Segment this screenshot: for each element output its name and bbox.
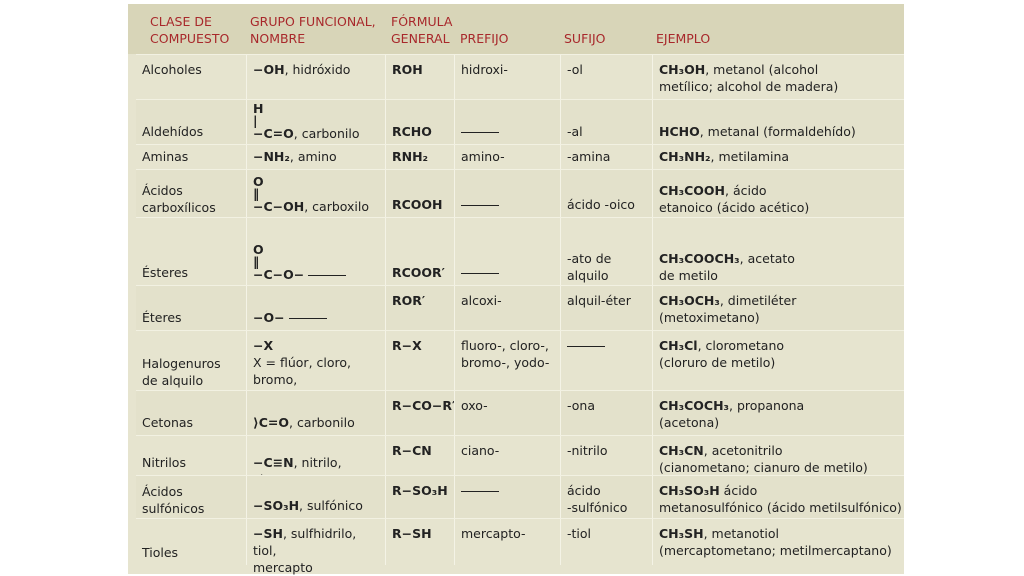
grupo-name: [289, 318, 327, 319]
cell-sufijo: [560, 145, 652, 169]
prefijo-text: [461, 397, 558, 414]
sufijo-value: -ato de alquilo: [567, 251, 612, 283]
cell-sufijo: [560, 100, 652, 144]
sufijo-text: [567, 123, 650, 140]
grupo-formula: −NH₂: [253, 149, 290, 164]
cell-ejemplo: [652, 100, 904, 144]
cell-prefijo: [454, 286, 560, 330]
cell-grupo: [246, 218, 385, 285]
grupo-name: , hidróxido: [284, 62, 351, 77]
structure-top: H |: [253, 101, 264, 128]
table-row: [136, 435, 904, 475]
cell-prefijo: [454, 436, 560, 475]
sufijo-text: [567, 148, 650, 165]
grupo-name: , nitrilo,: [293, 455, 342, 470]
grupo-formula: ⟩C=O: [253, 415, 289, 430]
cell-clase: [136, 436, 246, 475]
clase-text: [142, 454, 244, 471]
prefijo-text: [461, 264, 558, 281]
table-row: [136, 285, 904, 330]
ejemplo-formula: CH₃CN: [659, 443, 704, 458]
ejemplo-name: , metilamina: [710, 149, 790, 164]
ejemplo-text: [659, 442, 902, 476]
sufijo-value: -ol: [567, 62, 583, 77]
cell-clase: [136, 391, 246, 435]
ejemplo-name: , acetonitrilo (cianometano; cianuro de metilo): [659, 443, 868, 475]
formula-value: RCHO: [392, 124, 432, 139]
ejemplo-text: [659, 292, 902, 326]
cell-sufijo: [560, 391, 652, 435]
table-row: [136, 330, 904, 390]
cell-prefijo: [454, 100, 560, 144]
sufijo-value: -nitrilo: [567, 443, 608, 458]
grupo-formula: −OH: [253, 62, 285, 77]
sufijo-text: [567, 337, 650, 354]
grupo-text: [253, 497, 383, 514]
ejemplo-name: , clorometano (cloruro de metilo): [659, 338, 785, 370]
cell-ejemplo: [652, 145, 904, 169]
clase-label: Ésteres: [142, 265, 189, 280]
grupo-formula: −X: [253, 338, 274, 353]
prefijo-value: alcoxi-: [461, 293, 502, 308]
clase-label: Nitrilos: [142, 455, 186, 470]
cell-ejemplo: [652, 170, 904, 217]
formula-value: R−X: [392, 338, 422, 353]
prefijo-text: [461, 196, 558, 213]
cell-ejemplo: [652, 218, 904, 285]
cell-ejemplo: [652, 519, 904, 565]
prefijo-text: [461, 61, 558, 78]
ejemplo-name: , acetato de metilo: [659, 251, 795, 283]
sufijo-value: -al: [567, 124, 583, 139]
sufijo-text: [567, 61, 650, 78]
grupo-text: [253, 198, 383, 215]
prefijo-value: amino-: [461, 149, 505, 164]
formula-text: [392, 525, 452, 542]
functional-groups-table: [128, 4, 904, 574]
cell-grupo: [246, 170, 385, 217]
sufijo-text: [567, 250, 650, 284]
cell-formula: [385, 218, 454, 285]
cell-prefijo: [454, 218, 560, 285]
prefijo-value: ciano-: [461, 443, 500, 458]
cell-clase: [136, 170, 246, 217]
sufijo-value: ácido -oico: [567, 197, 635, 212]
prefijo-value: fluoro-, cloro-, bromo-, yodo-: [461, 338, 550, 370]
cell-clase: [136, 145, 246, 169]
cell-prefijo: [454, 331, 560, 390]
grupo-formula: −C=O: [253, 126, 294, 141]
grupo-text: [253, 148, 383, 165]
grupo-text: [253, 61, 383, 78]
ejemplo-text: [659, 61, 902, 95]
prefijo-value: oxo-: [461, 398, 488, 413]
ejemplo-formula: CH₃COCH₃: [659, 398, 730, 413]
cell-grupo: [246, 331, 385, 390]
clase-text: [142, 182, 244, 216]
ejemplo-name: ácido metanosulfónico (ácido metilsulfónico): [659, 483, 902, 515]
table-row: [136, 144, 904, 169]
prefijo-text: [461, 337, 558, 371]
cell-prefijo: [454, 519, 560, 565]
clase-label: Cetonas: [142, 415, 194, 430]
clase-label: Éteres: [142, 310, 182, 325]
cell-prefijo: [454, 145, 560, 169]
prefijo-text: [461, 525, 558, 542]
grupo-name: , carbonilo: [289, 415, 355, 430]
ejemplo-formula: CH₃COOCH₃: [659, 251, 740, 266]
cell-clase: [136, 331, 246, 390]
prefijo-text: [461, 292, 558, 309]
cell-formula: [385, 55, 454, 99]
prefijo-value: [461, 491, 499, 492]
sufijo-value: -amina: [567, 149, 611, 164]
ejemplo-text: [659, 482, 902, 516]
cell-sufijo: [560, 55, 652, 99]
cell-clase: [136, 286, 246, 330]
clase-label: Ácidos carboxílicos: [142, 183, 216, 215]
formula-value: RCOOR′: [392, 265, 445, 280]
formula-text: [392, 148, 452, 165]
sufijo-text: [567, 442, 650, 459]
cell-formula: [385, 436, 454, 475]
table-row: [136, 169, 904, 217]
ejemplo-text: [659, 123, 902, 140]
formula-value: RCOOH: [392, 197, 443, 212]
cell-sufijo: [560, 436, 652, 475]
formula-text: [392, 442, 452, 459]
cell-formula: [385, 476, 454, 518]
ejemplo-name: , dimetiléter (metoximetano): [659, 293, 797, 325]
ejemplo-text: [659, 182, 902, 216]
ejemplo-text: [659, 250, 902, 284]
clase-label: Tioles: [142, 545, 179, 560]
sufijo-value: alquil-éter: [567, 293, 631, 308]
clase-text: [142, 414, 244, 431]
formula-value: ROH: [392, 62, 423, 77]
cell-grupo: [246, 55, 385, 99]
sufijo-text: [567, 525, 650, 542]
header-clase: CLASE DE COMPUESTO: [150, 14, 230, 46]
clase-label: Halogenuros de alquilo: [142, 356, 221, 388]
ejemplo-name: , propanona (acetona): [659, 398, 805, 430]
grupo-name: , carboxilo: [304, 199, 370, 214]
cell-ejemplo: [652, 286, 904, 330]
table-row: [136, 475, 904, 518]
grupo-text: [253, 414, 383, 431]
clase-label: Aminas: [142, 149, 189, 164]
header-grupo: GRUPO FUNCIONAL, NOMBRE: [250, 14, 376, 46]
prefijo-value: [461, 132, 499, 133]
cell-sufijo: [560, 170, 652, 217]
grupo-text: [253, 266, 383, 283]
header-prefijo: PREFIJO: [460, 31, 509, 46]
ejemplo-formula: CH₃OH: [659, 62, 706, 77]
grupo-formula: −C−O−: [253, 267, 305, 282]
formula-text: [392, 482, 452, 499]
grupo-name: [308, 275, 346, 276]
grupo-name: , carbonilo: [293, 126, 360, 141]
sufijo-text: [567, 482, 650, 516]
header-sufijo: SUFIJO: [564, 31, 606, 46]
cell-grupo: [246, 100, 385, 144]
clase-text: [142, 61, 244, 78]
prefijo-value: hidroxi-: [461, 62, 508, 77]
formula-value: R−SO₃H: [392, 483, 448, 498]
prefijo-text: [461, 442, 558, 459]
cell-clase: [136, 100, 246, 144]
grupo-name: X = flúor, cloro, bromo,: [253, 355, 351, 387]
cell-formula: [385, 391, 454, 435]
clase-text: [142, 264, 244, 281]
grupo-formula: −C≡N: [253, 455, 294, 470]
clase-text: [142, 355, 244, 389]
cell-grupo: [246, 519, 385, 575]
formula-text: [392, 397, 456, 414]
clase-label: Ácidos sulfónicos: [142, 484, 205, 516]
cell-formula: [385, 100, 454, 144]
sufijo-text: [567, 292, 650, 309]
clase-text: [142, 544, 244, 561]
grupo-name: , sulfónico: [299, 498, 363, 513]
sufijo-text: [567, 397, 650, 414]
ejemplo-name: , ácido etanoico (ácido acético): [659, 183, 810, 215]
cell-clase: [136, 55, 246, 99]
cell-grupo: [246, 145, 385, 169]
ejemplo-formula: CH₃SO₃H: [659, 483, 720, 498]
cell-formula: [385, 170, 454, 217]
formula-value: R−SH: [392, 526, 432, 541]
formula-value: R−CN: [392, 443, 432, 458]
structure-top: O ‖: [253, 174, 264, 201]
cell-grupo: [246, 436, 385, 475]
formula-text: [392, 123, 452, 140]
formula-text: [392, 196, 452, 213]
prefijo-text: [461, 482, 558, 499]
cell-prefijo: [454, 170, 560, 217]
formula-value: ROR′: [392, 293, 426, 308]
ejemplo-text: [659, 337, 902, 371]
table-row: [136, 99, 904, 144]
cell-grupo: [246, 476, 385, 518]
table-body: [136, 54, 904, 575]
prefijo-text: [461, 148, 558, 165]
clase-label: Aldehídos: [142, 124, 204, 139]
ejemplo-formula: CH₃OCH₃: [659, 293, 720, 308]
table-row: [136, 518, 904, 575]
cell-prefijo: [454, 391, 560, 435]
cell-prefijo: [454, 476, 560, 518]
header-ejemplo: EJEMPLO: [656, 31, 711, 46]
header-formula: FÓRMULA GENERAL: [391, 14, 453, 46]
sufijo-text: [567, 196, 650, 213]
cell-formula: [385, 519, 454, 565]
clase-text: [142, 483, 244, 517]
prefijo-value: mercapto-: [461, 526, 526, 541]
cell-clase: [136, 218, 246, 285]
formula-value: R−CO−R′: [392, 398, 456, 413]
prefijo-text: [461, 123, 558, 140]
cell-ejemplo: [652, 391, 904, 435]
clase-text: [142, 309, 244, 326]
cell-sufijo: [560, 519, 652, 565]
grupo-formula: −O−: [253, 310, 285, 325]
ejemplo-formula: CH₃SH: [659, 526, 704, 541]
sufijo-value: -ona: [567, 398, 595, 413]
cell-sufijo: [560, 476, 652, 518]
cell-sufijo: [560, 331, 652, 390]
cell-ejemplo: [652, 331, 904, 390]
formula-text: [392, 264, 452, 281]
sufijo-value: -tiol: [567, 526, 592, 541]
prefijo-value: [461, 205, 499, 206]
ejemplo-name: , metanotiol (mercaptometano; metilmercaptano): [659, 526, 892, 558]
sufijo-value: ácido -sulfónico: [567, 483, 628, 515]
formula-text: [392, 337, 452, 354]
grupo-text: [253, 525, 383, 576]
ejemplo-text: [659, 148, 902, 165]
clase-text: [142, 123, 244, 140]
table-row: [136, 390, 904, 435]
clase-text: [142, 148, 244, 165]
formula-text: [392, 61, 452, 78]
ejemplo-formula: CH₃COOH: [659, 183, 725, 198]
cell-ejemplo: [652, 436, 904, 475]
cell-sufijo: [560, 218, 652, 285]
cell-formula: [385, 331, 454, 390]
grupo-formula: −SH: [253, 526, 283, 541]
grupo-formula: −SO₃H: [253, 498, 300, 513]
ejemplo-name: , metanol (alcohol metílico; alcohol de madera): [659, 62, 839, 94]
grupo-text: [253, 309, 383, 326]
cell-grupo: [246, 391, 385, 435]
sufijo-value: [567, 346, 605, 347]
prefijo-value: [461, 273, 499, 274]
cell-formula: [385, 286, 454, 330]
grupo-name: , amino: [289, 149, 337, 164]
cell-prefijo: [454, 55, 560, 99]
formula-value: RNH₂: [392, 149, 429, 164]
cell-clase: [136, 519, 246, 565]
ejemplo-formula: CH₃Cl: [659, 338, 698, 353]
cell-grupo: [246, 286, 385, 330]
cell-ejemplo: [652, 476, 904, 518]
grupo-name: , sulfhidrilo, tiol, mercapto: [253, 526, 357, 575]
clase-label: Alcoholes: [142, 62, 202, 77]
formula-text: [392, 292, 452, 309]
structure-top: O ‖: [253, 242, 264, 269]
table-row: [136, 217, 904, 285]
grupo-text: [253, 125, 383, 142]
ejemplo-text: [659, 397, 902, 431]
cell-clase: [136, 476, 246, 518]
ejemplo-text: [659, 525, 902, 559]
table-header: [128, 4, 904, 54]
table-row: [136, 54, 904, 99]
grupo-formula: −C−OH: [253, 199, 305, 214]
cell-formula: [385, 145, 454, 169]
cell-ejemplo: [652, 55, 904, 99]
cell-sufijo: [560, 286, 652, 330]
ejemplo-formula: CH₃NH₂: [659, 149, 711, 164]
ejemplo-name: , metanal (formaldehído): [699, 124, 856, 139]
ejemplo-formula: HCHO: [659, 124, 700, 139]
